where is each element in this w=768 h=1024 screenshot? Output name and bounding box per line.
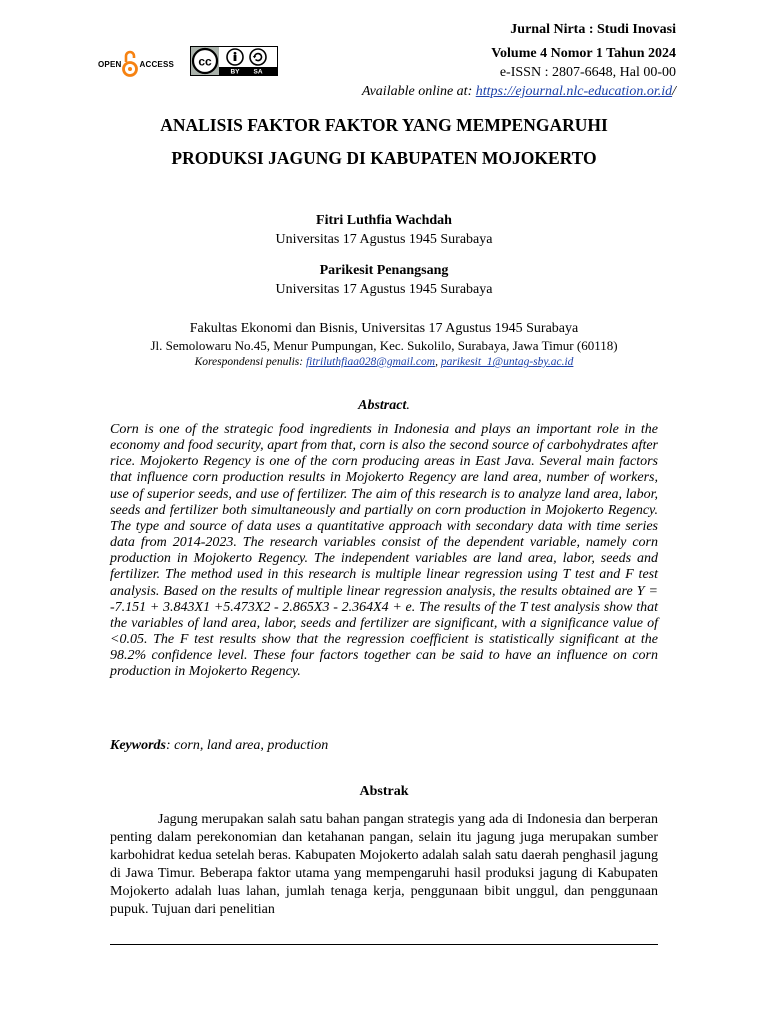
abstract-heading-text: Abstract (358, 398, 407, 413)
correspondence-label: Korespondensi penulis: (194, 356, 306, 368)
cc-sa-label: SA (253, 68, 263, 76)
title-line-1: ANALISIS FAKTOR FAKTOR YANG MEMPENGARUHI (160, 115, 608, 135)
abstrak-heading: Abstrak (359, 784, 409, 799)
abstract-heading (0, 398, 768, 414)
journal-name: Jurnal Nirta : Studi Inovasi (510, 22, 676, 37)
online-label: Available online at: (361, 84, 476, 99)
affiliation-block (0, 320, 768, 371)
cc-by-label: BY (230, 68, 240, 76)
online-suffix: / (672, 84, 676, 99)
correspondence-separator: , (435, 356, 441, 368)
oa-left-text: OPEN (98, 59, 122, 69)
keywords (110, 738, 328, 754)
keywords-label: Keywords (110, 738, 166, 753)
abstract-text: Corn is one of the strategic food ingredients in Indonesia and plays an important role in the economy and food security, apart from that, corn is also the second source of carbohydrates after rice. Mojokerto Regency is one of the corn producing areas in East Java. Several main factors that influence corn production results in Mojokerto Regency are land area, number of workers, use of superior seeds, and use of fertilizer. The aim of this research is to analyze land area, labor, seeds and fertilizer both simultaneously and partially on corn production in Mojokerto Regency. The type and source of data uses a quantitative approach with secondary data with time series data from 2014-2023. The research variables consist of the dependent variable, namely corn production in Mojokerto Regency. The independent variables are land area, labor, seeds and fertilizer. The method used in this research is multiple linear regression using T test and F test analysis. Based on the results of multiple linear regression analysis, the results obtained are Y = -7.151 + 3.843X1 +5.473X2 - 2.865X3 - 2.364X4 + e. The results of the T test analysis show that the variables of land area, labor, seeds and fertilizer are significant, with a significance value of <0.05. The F test results show that the regression coefficient is statistically significant at the 98.2% confidence level. These four factors together can be said to have an influence on corn production in Mojokerto Regency. (110, 422, 658, 680)
by-person-icon (227, 49, 243, 65)
svg-text:cc: cc (198, 54, 212, 69)
sa-share-alike-icon (250, 49, 266, 65)
journal-url-link[interactable]: https://ejournal.nlc-education.or.id (475, 84, 673, 99)
journal-volume: Volume 4 Nomor 1 Tahun 2024 (491, 46, 676, 61)
abstract-heading-dot: . (406, 398, 410, 413)
open-access-lock-icon (122, 49, 138, 79)
cc-icon (193, 49, 217, 73)
abstrak-text: Jagung merupakan salah satu bahan pangan strategis yang ada di Indonesia dan berperan penting dalam perekonomian dan ketahanan pangan, selain itu jagung juga merupakan sumber karbohidrat kedua setelah beras. Kabupaten Mojokerto adalah salah satu daerah penghasil jagung di Jawa Timur. Beberapa faktor utama yang mempengaruhi hasil produksi jagung di Kabupaten Mojokerto adalah luas lahan, jumlah tenaga kerja, penggunaan bibit unggul, dan penggunaan pupuk. Tujuan dari penelitian (110, 812, 658, 917)
author-name: Parikesit Penangsang (319, 263, 449, 278)
email-link-2[interactable]: parikesit_1@untag-sby.ac.id (440, 356, 574, 368)
author-1 (0, 211, 768, 249)
footer-divider (110, 944, 658, 945)
journal-info (362, 20, 676, 101)
author-affiliation: Universitas 17 Agustus 1945 Surabaya (275, 232, 493, 247)
author-affiliation: Universitas 17 Agustus 1945 Surabaya (275, 282, 493, 297)
correspondence (0, 354, 768, 371)
cc-by-sa-badge (190, 46, 278, 76)
address: Jl. Semolowaru No.45, Menur Pumpungan, Kec. Sukolilo, Surabaya, Jawa Timur (60118) (150, 338, 618, 353)
author-2 (0, 261, 768, 299)
paper-title (0, 110, 768, 173)
keywords-text: : corn, land area, production (166, 738, 329, 753)
email-link-1[interactable]: fitriluthfiaa028@gmail.com (305, 356, 436, 368)
online-availability (362, 82, 676, 101)
journal-issn: e-ISSN : 2807-6648, Hal 00-00 (499, 65, 676, 80)
faculty: Fakultas Ekonomi dan Bisnis, Universitas 17 Agustus 1945 Surabaya (189, 321, 579, 336)
open-access-logo (98, 47, 174, 81)
oa-right-text: ACCESS (139, 59, 175, 69)
author-name: Fitri Luthfia Wachdah (316, 213, 452, 228)
title-line-2: PRODUKSI JAGUNG DI KABUPATEN MOJOKERTO (171, 148, 597, 168)
